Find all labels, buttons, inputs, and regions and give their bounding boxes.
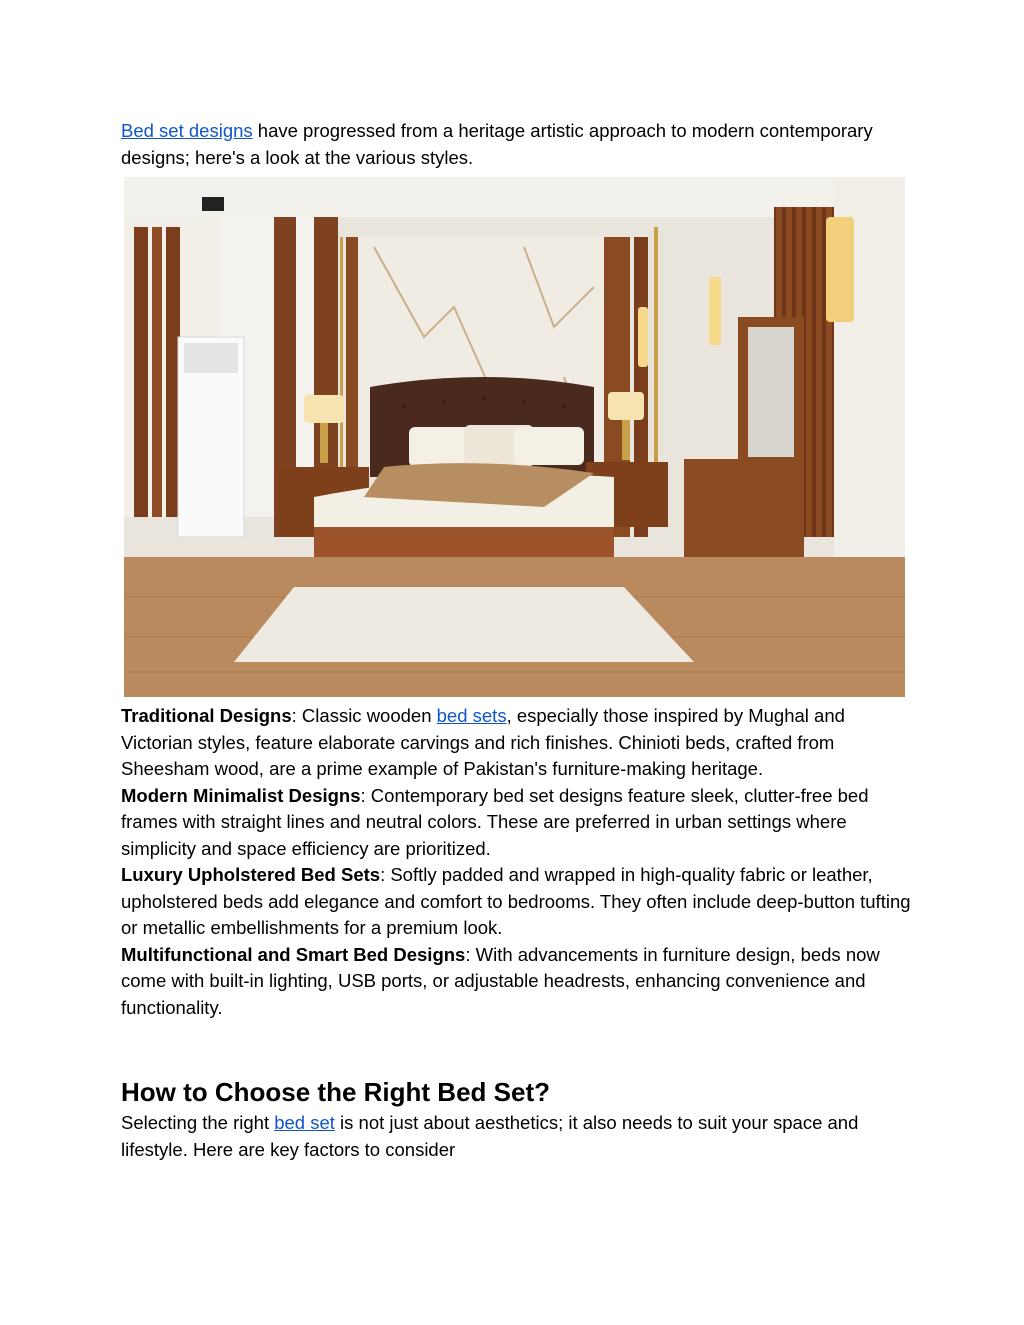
section-paragraph: Selecting the right bed set is not just about aesthetics; it also needs to suit your space and lifestyle. Here are key factors to consider: [121, 1112, 859, 1160]
document-page: [121, 118, 911, 1160]
style-title: Multifunctional and Smart Bed Designs: [121, 943, 466, 965]
bed-sets-link[interactable]: bed sets: [436, 705, 507, 726]
style-modern-minimalist: Modern Minimalist Designs: Contemporary bed set designs feature sleek, clutter-free bed frames with straight lines and neutral colors. These are preferred in urban settings where simplicity and space efficiency are prioritized.: [121, 784, 869, 859]
style-title: Traditional Designs: [121, 705, 292, 726]
intro-text: have progressed from a heritage artistic approach to modern contemporary designs; here's a look at the various styles.: [121, 120, 873, 168]
style-traditional: Traditional Designs: Classic wooden bed sets, especially those inspired by Mughal and Victorian styles, feature elaborate carvings and rich finishes. Chinioti beds, crafted from Sheesham wood, are a prime example of Pakistan's furniture-making heritage.: [121, 705, 845, 779]
style-title: Modern Minimalist Designs: [121, 784, 361, 806]
bedroom-photo: [124, 177, 905, 697]
bed-set-link[interactable]: bed set: [274, 1112, 335, 1133]
section-heading: How to Choose the Right Bed Set?: [121, 1077, 550, 1107]
style-multifunctional-smart: Multifunctional and Smart Bed Designs: With advancements in furniture design, beds now come with built-in lighting, USB ports, or adjustable headrests, enhancing convenience and functionality.: [121, 943, 880, 1018]
intro-paragraph: [121, 118, 911, 171]
bed-set-designs-link[interactable]: Bed set designs: [121, 120, 253, 141]
style-luxury-upholstered: Luxury Upholstered Bed Sets: Softly padded and wrapped in high-quality fabric or leather, upholstered beds add elegance and comfort to bedrooms. They often include deep-button tufting or metallic embellishments for a premium look.: [121, 864, 911, 938]
style-title: Luxury Upholstered Bed Sets: [121, 864, 381, 885]
